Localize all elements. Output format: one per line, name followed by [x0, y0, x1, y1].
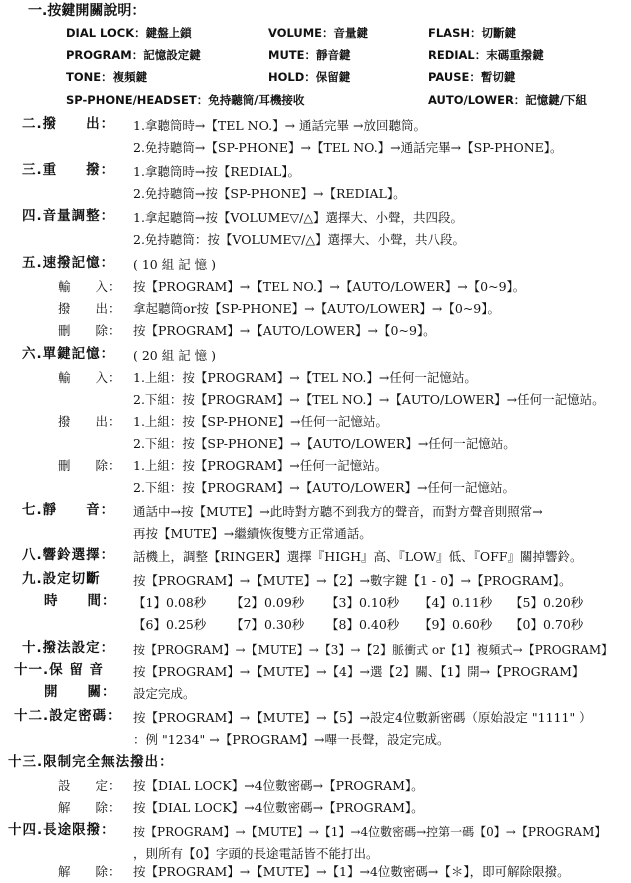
section-13-label-clear: 解 除：: [58, 800, 121, 815]
section-11-heading-2: 開 關：: [44, 684, 117, 700]
key-volume: VOLUME：音量鍵: [268, 26, 369, 40]
section-3-line-2: 2.免持聽筒→按【SP-PHONE】→【REDIAL】。: [133, 186, 406, 201]
section-5-text-dial: 拿起聽筒or按【SP-PHONE】→【AUTO/LOWER】→【0~9】。: [133, 301, 501, 316]
key-tone: TONE：複頻鍵: [66, 70, 148, 84]
time-9: 【9】0.60秒: [419, 617, 493, 632]
section-12-heading: 十二.設定密碼：: [14, 708, 122, 724]
section-5-label-dial: 撥 出：: [58, 301, 121, 316]
time-1: 【1】0.08秒: [133, 595, 207, 610]
section-2-heading: 二.撥 出：: [22, 116, 116, 132]
key-hold: HOLD：保留鍵: [268, 70, 351, 84]
section-13-text-clear: 按【DIAL LOCK】→4位數密碼→【PROGRAM】。: [133, 800, 424, 815]
section-8-heading: 八.響鈴選擇：: [22, 547, 116, 563]
key-sp-phone: SP-PHONE/HEADSET：免持聽筒/耳機接收: [66, 93, 305, 107]
section-6-text-6: 2.下組：按【PROGRAM】→【AUTO/LOWER】→任何一記憶站。: [133, 480, 515, 495]
section-9-text: 按【PROGRAM】→【MUTE】→【2】→數字鍵【1 - 0】→【PROGRAM】。: [133, 573, 572, 588]
time-6: 【6】0.25秒: [133, 617, 207, 632]
key-program: PROGRAM：記憶設定鍵: [66, 48, 201, 62]
section-11-text: 按【PROGRAM】→【MUTE】→【4】→選【2】關、【1】開→【PROGRAM】: [133, 664, 585, 679]
section-6-note: ( 20 組 記 憶 ): [133, 348, 217, 363]
key-redial: REDIAL：末碼重撥鍵: [428, 48, 544, 62]
section-14-label-clear: 解 除：: [58, 864, 121, 879]
section-8-text: 話機上，調整【RINGER】選擇『HIGH』高、『LOW』低、『OFF』關掉響鈴。: [133, 549, 583, 564]
section-6-label-dial: 撥 出：: [58, 414, 121, 429]
section-14-text-3: 按【PROGRAM】→【MUTE】→【1】→4位數密碼→【＊】，即可解除限撥。: [133, 864, 570, 879]
section-4-heading: 四.音量調整：: [22, 208, 116, 224]
key-dial-lock: DIAL LOCK：鍵盤上鎖: [66, 26, 192, 40]
section-14-text-2: ，則所有【0】字頭的長途電話皆不能打出。: [133, 846, 379, 861]
section-6-text-2: 2.下組：按【PROGRAM】→【TEL NO.】→【AUTO/LOWER】→任何一記憶站。: [133, 392, 605, 407]
section-5-text-input: 按【PROGRAM】→【TEL NO.】→【AUTO/LOWER】→【0~9】。: [133, 279, 526, 294]
time-0: 【0】0.70秒: [510, 617, 584, 632]
section-5-heading: 五.速撥記憶：: [22, 255, 116, 271]
section-7-line-1: 通話中→按【MUTE】→此時對方聽不到我方的聲音，而對方聲音則照常→: [133, 504, 543, 519]
section-5-note: ( 10 組 記 憶 ): [133, 257, 217, 272]
key-mute: MUTE：靜音鍵: [268, 48, 351, 62]
section-4-line-1: 1.拿起聽筒→按【VOLUME▽/△】選擇大、小聲，共四段。: [133, 210, 463, 225]
section-2-line-2: 2.免持聽筒→【SP-PHONE】→【TEL NO.】→通話完畢→【SP-PHONE】。: [133, 140, 563, 155]
time-3: 【3】0.10秒: [326, 595, 400, 610]
section-10-text: 按【PROGRAM】→【MUTE】→【3】→【2】脈衝式 or【1】複頻式→【PROGRAM】: [133, 643, 614, 657]
section-6-label-delete: 刪 除：: [58, 458, 121, 473]
section-6-text-5: 1.上組：按【PROGRAM】→任何一記憶站。: [133, 458, 388, 473]
section-6-text-1: 1.上組：按【PROGRAM】→【TEL NO.】→任何一記憶站。: [133, 370, 477, 385]
time-2: 【2】0.09秒: [231, 595, 305, 610]
section-10-heading: 十.撥法設定：: [22, 640, 116, 656]
section-14-text: 按【PROGRAM】→【MUTE】→【1】→4位數密碼→控第一碼【0】→【PROGRAM】: [133, 825, 607, 839]
section-12-text: 按【PROGRAM】→【MUTE】→【5】→設定4位數新密碼（原始設定 "1111" ）: [133, 710, 592, 725]
section-13-text-set: 按【DIAL LOCK】→4位數密碼→【PROGRAM】。: [133, 778, 424, 793]
time-8: 【8】0.40秒: [326, 617, 400, 632]
time-5: 【5】0.20秒: [510, 595, 584, 610]
section-5-text-delete: 按【PROGRAM】→【AUTO/LOWER】→【0~9】。: [133, 323, 436, 338]
section-4-line-2: 2.免持聽筒：按【VOLUME▽/△】選擇大、小聲，共八段。: [133, 232, 465, 247]
section-2-line-1: 1.拿聽筒時→【TEL NO.】→ 通話完畢 →放回聽筒。: [133, 118, 426, 133]
section-6-text-4: 2.下組：按【SP-PHONE】→【AUTO/LOWER】→任何一記憶站。: [133, 436, 516, 451]
section-11-heading: 十一.保 留 音: [14, 662, 105, 678]
section-13-heading: 十三.限制完全無法撥出：: [8, 754, 174, 770]
section-6-label-input: 輸 入：: [58, 370, 121, 385]
section-5-label-delete: 刪 除：: [58, 323, 121, 338]
key-auto-lower: AUTO/LOWER：記憶鍵/下組: [428, 93, 587, 107]
section-6-heading: 六.單鍵記憶：: [22, 346, 116, 362]
section-6-text-3: 1.上組：按【SP-PHONE】→任何一記憶站。: [133, 414, 389, 429]
section-3-line-1: 1.拿聽筒時→按【REDIAL】。: [133, 164, 300, 179]
section-3-heading: 三.重 撥：: [22, 162, 116, 178]
section-13-label-set: 設 定：: [58, 778, 121, 793]
time-7: 【7】0.30秒: [231, 617, 305, 632]
section-9-heading-2: 時 間：: [44, 593, 117, 609]
section-14-heading: 十四.長途限撥：: [8, 822, 116, 838]
section-7-line-2: 再按【MUTE】→繼續恢復雙方正常通話。: [133, 526, 372, 541]
section-9-heading: 九.設定切斷: [22, 571, 101, 587]
section-7-heading: 七.靜 音：: [22, 502, 116, 518]
section-11-text-2: 設定完成。: [133, 686, 196, 701]
key-flash: FLASH：切斷鍵: [428, 26, 516, 40]
section-12-text-2: ：例 "1234" →【PROGRAM】→嗶一長聲，設定完成。: [133, 732, 450, 747]
time-4: 【4】0.11秒: [419, 595, 493, 610]
section-1-heading: 一.按鍵開關說明：: [28, 3, 146, 19]
key-pause: PAUSE：暫切鍵: [428, 70, 516, 84]
section-5-label-input: 輸 入：: [58, 279, 121, 294]
